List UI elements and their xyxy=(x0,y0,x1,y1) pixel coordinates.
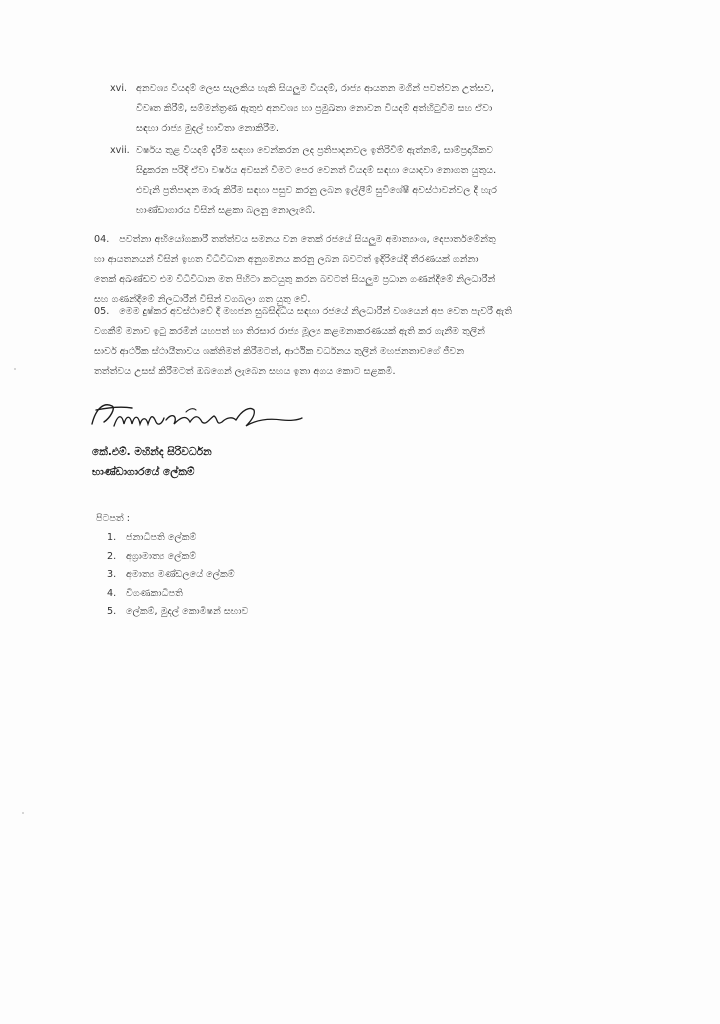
paragraph-line: තෙක් අඛණ්ඩව එම විධිවිධාන මත පිහිටා කටයුතු කරන බවටත් සියලුම ප්‍රධාන ගණන්දීමේ නිලධාරීන් xyxy=(94,274,496,285)
paragraph-line: සාර්ව ආර්ථික ස්ථායීතාවය ශක්තිමත් කිරීමටත්, ආර්ථික වර්ධනය තුලින් මහජනතාවගේ ජීවන xyxy=(94,346,465,357)
item-line: වර්ෂය තුළ වියදම් දැරීම සඳහා වෙන්කරන ලද ප්‍රතිපාදනවල ඉතිරිවීම් ඇත්නම්, සාම්ප්‍රදායිකව xyxy=(136,145,494,156)
item-line: භාණ්ඩාගාරය විසින් සළකා බලනු නොලැබේ. xyxy=(136,205,316,216)
paragraph-line: හා ආයතනයන් විසින් ඉහත විධිවිධාන අනුගමනය කරනු ලබන බවටත් ඉදිරියේදී තීරණයක් ගන්නා xyxy=(94,254,479,265)
list-item xyxy=(96,585,248,604)
copy-number: 4. xyxy=(107,587,117,599)
copy-number: 5. xyxy=(107,606,117,618)
paragraph-line xyxy=(94,230,630,250)
paragraph-number: 05. xyxy=(94,306,110,317)
paragraph-line: තත්ත්වය උසස් කිරීමටත් ඔබගෙන් ලැබෙන සහය ඉතා අගය කොට සළකමි. xyxy=(94,366,396,377)
item-line: විවෘත කිරීම්, සම්මන්ත්‍රණ ඇතුළු අනවශ්‍ය හා ප්‍රමුඛතා නොවන වියදම් අත්හිටුවීම සහ ඒවා xyxy=(136,103,493,114)
item-line: සිදුකරන පරිදි ඒවා වර්ෂය අවසන් වීමට පෙර වෙනත් වියදම් සඳහා යොදවා නොගත යුතුය. xyxy=(136,165,497,176)
paragraph-number: 04. xyxy=(94,234,110,245)
item-line: අනවශ්‍ය වියදම් ලෙස සැලකිය හැකි සියලුම වියදම්, රාජ්‍ය ආයතන මගින් පවත්වන උත්සව, xyxy=(136,83,495,94)
item-line: සඳහා රාජ්‍ය මුදල් භාවිතා නොකිරීම. xyxy=(136,123,279,134)
scan-speck xyxy=(22,812,24,814)
copy-recipient: අග්‍රාමාත්‍ය ලේකම් xyxy=(126,550,197,562)
handwritten-signature xyxy=(86,396,306,436)
copy-recipient: විගණකාධිපති xyxy=(126,587,183,599)
copy-recipient: අමාත්‍ය මණ්ඩලයේ ලේකම් xyxy=(126,569,235,581)
list-item xyxy=(96,548,248,567)
copy-number: 2. xyxy=(107,550,117,562)
list-item xyxy=(96,603,248,622)
copies-list xyxy=(96,529,248,622)
paragraph-text: මෙම දුෂ්කර අවස්ථාවේ දී මහජන සුබසිද්ධිය සඳහා රජයේ නිලධාරීන් වශයෙන් අප වෙත පැවරී ඇති xyxy=(119,306,513,317)
paragraph-05 xyxy=(94,302,630,382)
copy-number: 1. xyxy=(107,532,117,543)
copies-heading: පිටපත් : xyxy=(96,513,130,524)
list-item xyxy=(96,566,248,585)
paragraph-line: සහ ගණන්දීමේ නිලධාරීන් විසින් වගබලා ගත යුතු වේ. xyxy=(94,294,311,305)
paragraph-04 xyxy=(94,230,630,310)
signer-name: කේ.එම්. මහින්ද සිරිවර්ධන xyxy=(92,446,212,458)
item-number: xvii. xyxy=(110,145,130,156)
list-item-xvi xyxy=(110,79,630,139)
signer-title: භාණ්ඩාගාරයේ ලේකම් xyxy=(92,466,195,478)
copies-section xyxy=(96,509,248,622)
paragraph-line xyxy=(94,302,630,322)
paragraph-text: පවත්නා අභියෝගකාරී තත්ත්වය සමනය වන තෙක් රජයේ සියලුම අමාත්‍යාංශ, දෙපාර්තමේන්තු xyxy=(119,234,496,245)
scan-speck xyxy=(14,368,16,370)
paragraph-line: වගකීම් මනාව ඉටු කරමින් යහපත් හා තිරසාර රාජ්‍ය මූල්‍ය කළමනාකරණයක් ඇති කර ගැනීම තුලින් xyxy=(94,326,485,337)
list-item-xvii xyxy=(110,141,630,221)
copy-number: 3. xyxy=(107,569,117,581)
signer-block xyxy=(92,442,212,482)
item-line: එවැනි ප්‍රතිපාදන මාරු කිරීම සඳහා පසුව කරනු ලබන ඉල්ලීම් සුවිශේෂී අවස්ථාවන්වල දී හැර xyxy=(136,185,497,196)
copy-recipient: ලේකම්, මුදල් කොමිෂන් සභාව xyxy=(126,606,249,618)
copy-recipient: ජනාධිපති ලේකම් xyxy=(126,532,197,543)
item-number: xvi. xyxy=(110,83,128,94)
list-item xyxy=(96,529,248,548)
